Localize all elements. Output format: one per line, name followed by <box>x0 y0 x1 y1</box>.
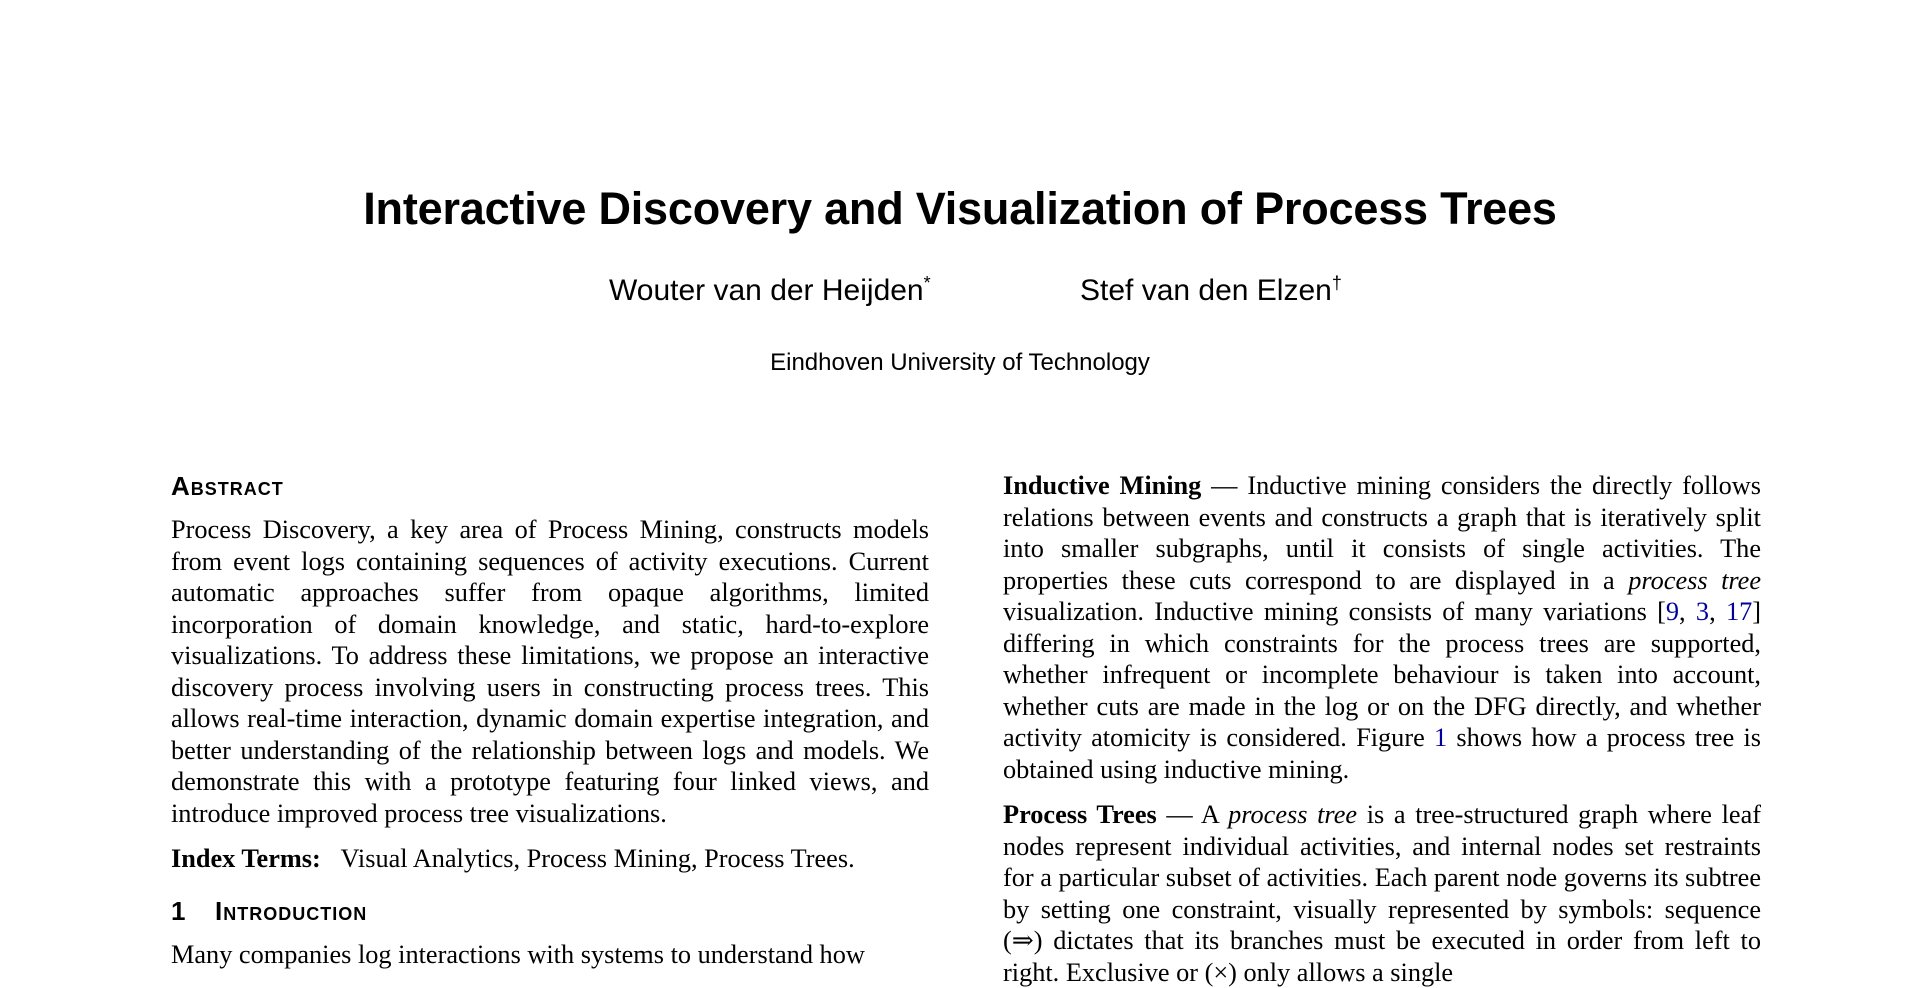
index-terms-label: Index Terms: <box>171 844 321 873</box>
author-2 <box>1080 273 1342 307</box>
citation-link[interactable]: 17 <box>1725 597 1753 626</box>
citation-link[interactable]: 9 <box>1665 597 1680 626</box>
process-trees-paragraph: Process Trees — A process tree is a tree-structured graph where leaf nodes represent individual activities, and internal nodes set restraints for a particular subset of activities. Each parent node governs its subtree by setting one constraint, visually represented by symbols: sequence (⇒) dictates that its branches must be executed in order from left to right. Exclusive or (×) only allows a single <box>1003 800 1761 987</box>
inductive-mining-paragraph: Inductive Mining — Inductive mining considers the directly follows relations between events and constructs a graph that is iteratively split into smaller subgraphs, until it consists of single activities. The properties these cuts correspond to are displayed in a process tree visualization. Inductive mining consists of many variations [9, 3, 17] differing in which constraints for the process trees are supported, whether infrequent or incomplete behaviour is taken into account, whether cuts are made in the log or on the DFG directly, and whether activity atomicity is considered. Figure 1 shows how a process tree is obtained using inductive mining. <box>1003 471 1761 784</box>
inductive-mining-label: Inductive Mining <box>1003 471 1202 500</box>
author-1-mark: * <box>923 273 931 293</box>
section-number: 1 <box>171 895 187 926</box>
affiliation: Eindhoven University of Technology <box>770 349 1150 376</box>
emphasis: process tree <box>1628 565 1761 595</box>
left-column <box>171 470 929 970</box>
citation-link[interactable]: 3 <box>1695 597 1710 626</box>
author-2-mark: † <box>1331 273 1342 293</box>
index-terms-text: Visual Analytics, Process Mining, Process Trees. <box>340 844 855 873</box>
author-2-name: Stef van den Elzen <box>1080 274 1332 307</box>
author-1 <box>609 273 931 307</box>
paper-title: Interactive Discovery and Visualization of Process Trees <box>363 183 1557 234</box>
abstract-text: Process Discovery, a key area of Process Mining, constructs models from event logs containing sequences of activity executions. Current automatic approaches suffer from opaque algorithms, limited incorporation of domain knowledge, and static, hard-to-explore visualizations. To address these limitations, we propose an interactive discovery process involving users in constructing process trees. This allows real-time interaction, dynamic domain expertise integration, and better understanding of the relationship between logs and models. We demonstrate this with a prototype featuring four linked views, and introduce improved process tree visualizations. <box>171 515 929 828</box>
abstract-heading: Abstract <box>171 471 284 501</box>
intro-text: Many companies log interactions with systems to understand how <box>171 939 865 969</box>
right-column <box>1003 470 1761 988</box>
figure-link[interactable]: 1 <box>1433 723 1448 752</box>
emphasis: process tree <box>1228 800 1358 829</box>
section-title: Introduction <box>215 895 368 926</box>
index-terms <box>171 843 929 875</box>
author-1-name: Wouter van der Heijden <box>609 274 924 307</box>
process-trees-label: Process Trees <box>1003 800 1157 829</box>
intro-heading <box>171 895 929 927</box>
